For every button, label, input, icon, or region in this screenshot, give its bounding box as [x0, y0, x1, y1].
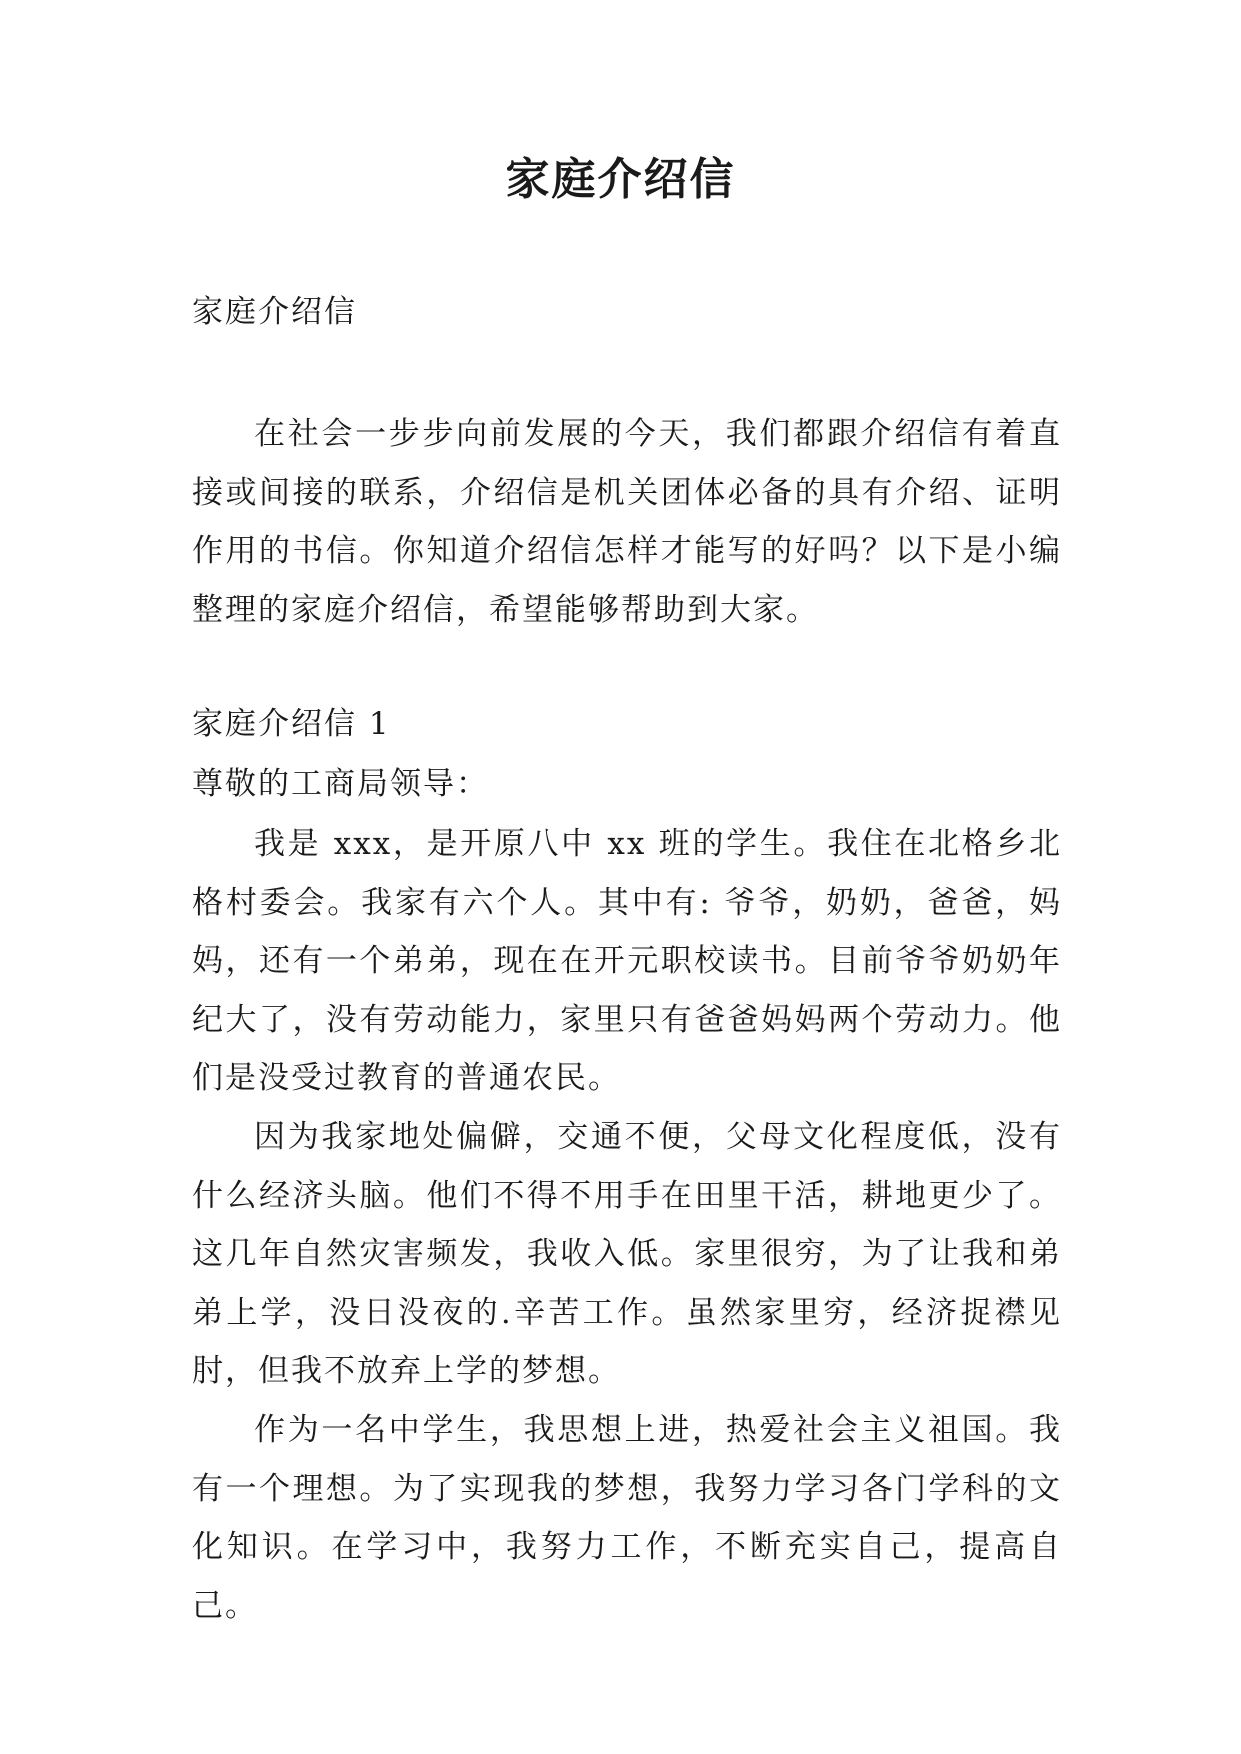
document-title: 家庭介绍信	[505, 154, 736, 205]
intro-section	[192, 405, 1062, 639]
letter-paragraph: 因为我家地处偏僻，交通不便，父母文化程度低，没有什么经济头脑。他们不得不用手在田里干活，耕地更少了。这几年自然灾害频发，我收入低。家里很穷，为了让我和弟弟上学，没日没夜的.辛苦工作。虽然家里穷，经济捉襟见肘，但我不放弃上学的梦想。	[192, 1118, 1062, 1390]
letter-heading: 家庭介绍信 1	[192, 706, 391, 742]
intro-paragraph: 在社会一步步向前发展的今天，我们都跟介绍信有着直接或间接的联系，介绍信是机关团体必备的具有介绍、证明作用的书信。你知道介绍信怎样才能写的好吗？以下是小编整理的家庭介绍信，希望能够帮助到大家。	[192, 416, 1062, 628]
letter-salutation: 尊敬的工商局领导：	[192, 766, 489, 802]
letter-paragraph: 我是 xxx，是开原八中 xx 班的学生。我住在北格乡北格村委会。我家有六个人。其中有: 爷爷，奶奶，爸爸，妈妈，还有一个弟弟，现在在开元职校读书。目前爷爷奶奶年纪大了，没有劳动能力，家里只有爸爸妈妈两个劳动力。他们是没受过教育的普通农民。	[192, 826, 1062, 1097]
letter-paragraph: 作为一名中学生，我思想上进，热爱社会主义祖国。我有一个理想。为了实现我的梦想，我努力学习各门学科的文化知识。在学习中，我努力工作，不断充实自己，提高自己。	[192, 1411, 1062, 1624]
document-subtitle: 家庭介绍信	[192, 294, 357, 330]
letter-body	[192, 815, 1062, 1635]
